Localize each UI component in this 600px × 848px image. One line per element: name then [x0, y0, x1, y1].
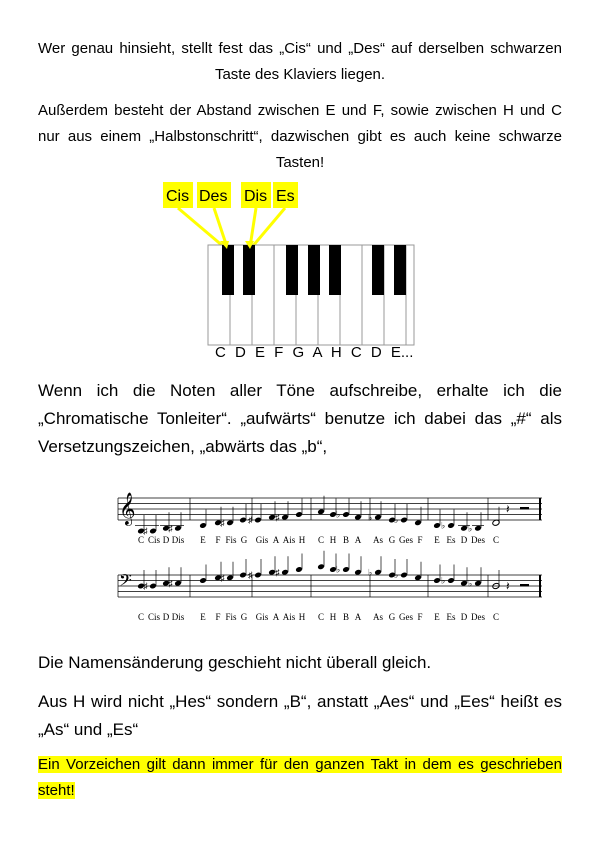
note-name-label: H: [329, 612, 337, 622]
note-name-label: H: [298, 535, 306, 545]
note-name-label: H: [298, 612, 306, 622]
note-name-label: B: [342, 612, 350, 622]
note-name-label: Fis: [225, 535, 237, 545]
note-name-label: As: [372, 535, 384, 545]
rest-icon: 𝄽: [506, 502, 510, 516]
note-name-label: F: [417, 612, 423, 622]
note-name-label: Gis: [255, 612, 269, 622]
rest-icon: 𝄽: [506, 579, 510, 593]
note-name-label: Es: [446, 535, 456, 545]
accidental: ♯: [168, 578, 173, 589]
accidental: ♯: [248, 570, 253, 580]
piano-note-names: C D E F G A H C D E...: [215, 344, 414, 361]
note-name-label: G: [240, 612, 248, 622]
highlighted-note: [38, 752, 562, 804]
note-name-label: E: [434, 535, 440, 545]
accidental: ♯: [143, 526, 148, 536]
note-name-label: F: [215, 612, 221, 622]
accidental: ♯: [143, 581, 148, 591]
accidental: ♭: [468, 578, 473, 589]
note-name-label: E: [200, 612, 206, 622]
note-name-label: Dis: [171, 612, 185, 622]
label-es: Es: [276, 188, 295, 205]
note-name-label: F: [417, 535, 423, 545]
accidental: ♭: [368, 512, 373, 523]
naming-paragraph-2: Aus H wird nicht „Hes“ sondern „B“, anstatt „Aes“ und „Ees“ heißt es „As“ und „Es“: [38, 692, 562, 739]
note-name-label: Ais: [282, 612, 296, 622]
bass-staff: [118, 551, 542, 622]
note-name-label: Gis: [255, 535, 269, 545]
label-dis: Dis: [244, 188, 268, 205]
accidental: ♯: [168, 523, 173, 534]
note-name-label: Ais: [282, 535, 296, 545]
bass-clef-icon: 𝄢: [119, 572, 132, 594]
note-name-label: A: [354, 612, 362, 622]
note-name-label: As: [372, 612, 384, 622]
note-name-label: G: [240, 535, 248, 545]
note-name-label: A: [272, 612, 280, 622]
note-name-label: F: [215, 535, 221, 545]
accidental: ♭: [336, 509, 341, 520]
intro-paragraph-2: Außerdem besteht der Abstand zwischen E und F, sowie zwischen H und C nur aus einem „Halbstonschritt“, dazwischen gibt es auch keine schwarze Tasten!: [38, 102, 562, 171]
note-name-label: H: [329, 535, 337, 545]
half-rest-icon: [520, 507, 529, 510]
intro-paragraph-1: Wer genau hinsieht, stellt fest das „Cis“ und „Des“ auf derselben schwarzen Taste des Klaviers liegen.: [38, 40, 562, 83]
chromatic-scale-staves: [0, 488, 600, 628]
treble-clef-icon: 𝄞: [119, 494, 136, 525]
accidental: ♯: [275, 567, 280, 578]
note-name-label: D: [162, 535, 170, 545]
note-name-label: C: [137, 535, 145, 545]
accidental: ♯: [220, 517, 225, 528]
note-name-label: E: [434, 612, 440, 622]
accidental: ♯: [220, 572, 225, 583]
note-name-label: Es: [446, 612, 456, 622]
note-name-label: Dis: [171, 535, 185, 545]
note-name-label: D: [460, 535, 468, 545]
note-name-label: G: [388, 612, 396, 622]
accidental: ♭: [441, 575, 446, 586]
note-name-label: A: [354, 535, 362, 545]
accidental: ♭: [394, 570, 399, 580]
note-name-label: A: [272, 535, 280, 545]
note-name-label: C: [137, 612, 145, 622]
accidental: ♯: [248, 515, 253, 525]
chromatic-paragraph: Wenn ich die Noten aller Töne aufschreibe, erhalte ich die „Chromatische Tonleiter“. „aufwärts“ benutze ich dabei das „#“ als Versetzungszeichen, „abwärts das „b“,: [38, 381, 562, 456]
note-name-label: C: [492, 612, 500, 622]
accidental: ♭: [468, 523, 473, 534]
note-name-label: Ges: [399, 535, 413, 545]
accidental: ♭: [336, 564, 341, 575]
note-name-label: D: [460, 612, 468, 622]
highlighted-text: Ein Vorzeichen gilt dann immer für den ganzen Takt in dem es geschrieben steht!: [38, 756, 562, 799]
note-name-label: C: [317, 535, 325, 545]
note-name-label: Ges: [399, 612, 413, 622]
note-name-label: Cis: [147, 535, 161, 545]
label-cis: Cis: [166, 188, 190, 205]
note-name-label: E: [200, 535, 206, 545]
note-name-label: Fis: [225, 612, 237, 622]
accidental: ♭: [441, 520, 446, 531]
note-name-label: Cis: [147, 612, 161, 622]
piano-note-labels: [163, 182, 298, 208]
accidental: ♭: [394, 515, 399, 525]
piano-arrows: [178, 208, 285, 247]
accidental: ♭: [368, 567, 373, 578]
black-keys: [222, 245, 406, 295]
note-name-label: B: [342, 535, 350, 545]
treble-staff: [118, 493, 542, 545]
note-name-label: Des: [471, 612, 485, 622]
label-des: Des: [199, 188, 228, 205]
half-rest-icon: [520, 584, 529, 587]
note-name-label: C: [317, 612, 325, 622]
naming-paragraph-1: Die Namensänderung geschieht nicht überall gleich.: [38, 653, 432, 672]
note-name-label: Des: [471, 535, 485, 545]
accidental: ♯: [275, 512, 280, 523]
note-name-label: G: [388, 535, 396, 545]
note-name-label: D: [162, 612, 170, 622]
note-name-label: C: [492, 535, 500, 545]
